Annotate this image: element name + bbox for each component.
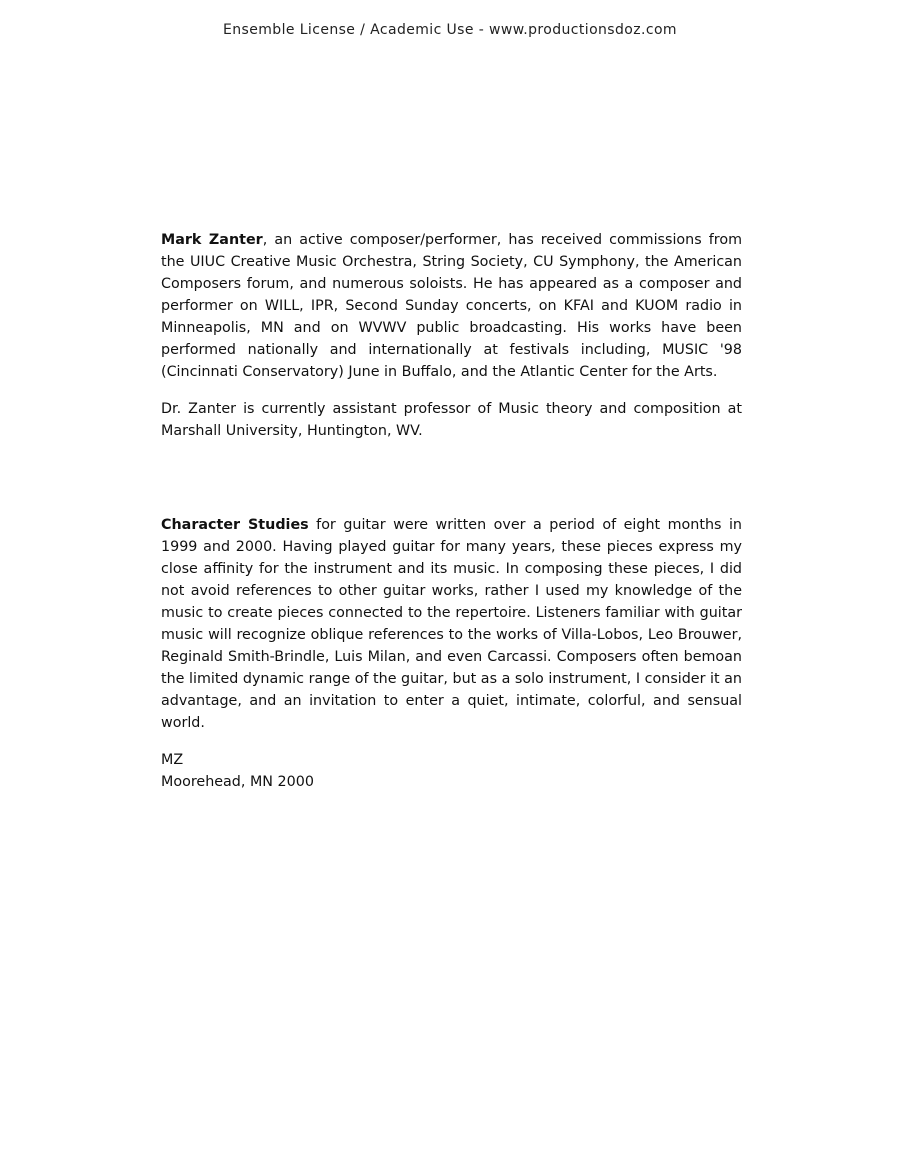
page-header: Ensemble License / Academic Use - www.productionsdoz.com [223,22,677,38]
notes-paragraph [161,514,742,734]
composer-name: Mark Zanter [161,232,263,248]
program-notes [161,514,742,793]
bio-paragraph-1-text: , an active composer/performer, has received commissions from the UIUC Creative Music Orchestra, String Society, CU Symphony, the American Composers forum, and numerous soloists. He has appeared as a composer and performer on WILL, IPR, Second Sunday concerts, on KFAI and KUOM radio in Minneapolis, MN and on WVWV public broadcasting. His works have been performed nationally and internationally at festivals including, MUSIC '98 (Cincinnati Conservatory) June in Buffalo, and the Atlantic Center for the Arts. [161,232,743,380]
signature-initials: MZ [161,752,184,768]
composer-bio [161,229,742,457]
bio-paragraph-2: Dr. Zanter is currently assistant professor of Music theory and composition at Marshall University, Huntington, WV. [161,401,742,439]
signature-place-date: Moorehead, MN 2000 [161,774,314,790]
work-title: Character Studies [161,517,309,533]
notes-paragraph-text: for guitar were written over a period of eight months in 1999 and 2000. Having played guitar for many years, these pieces express my close affinity for the instrument and its music. In composing these pieces, I did not avoid references to other guitar works, rather I used my knowledge of the music to create pieces connected to the repertoire. Listeners familiar with guitar music will recognize oblique references to the works of Villa-Lobos, Leo Brouwer, Reginald Smith-Brindle, Luis Milan, and even Carcassi. Composers often bemoan the limited dynamic range of the guitar, but as a solo instrument, I consider it an advantage, and an invitation to enter a quiet, intimate, colorful, and sensual world. [161,517,742,731]
bio-paragraph-1 [161,229,742,383]
